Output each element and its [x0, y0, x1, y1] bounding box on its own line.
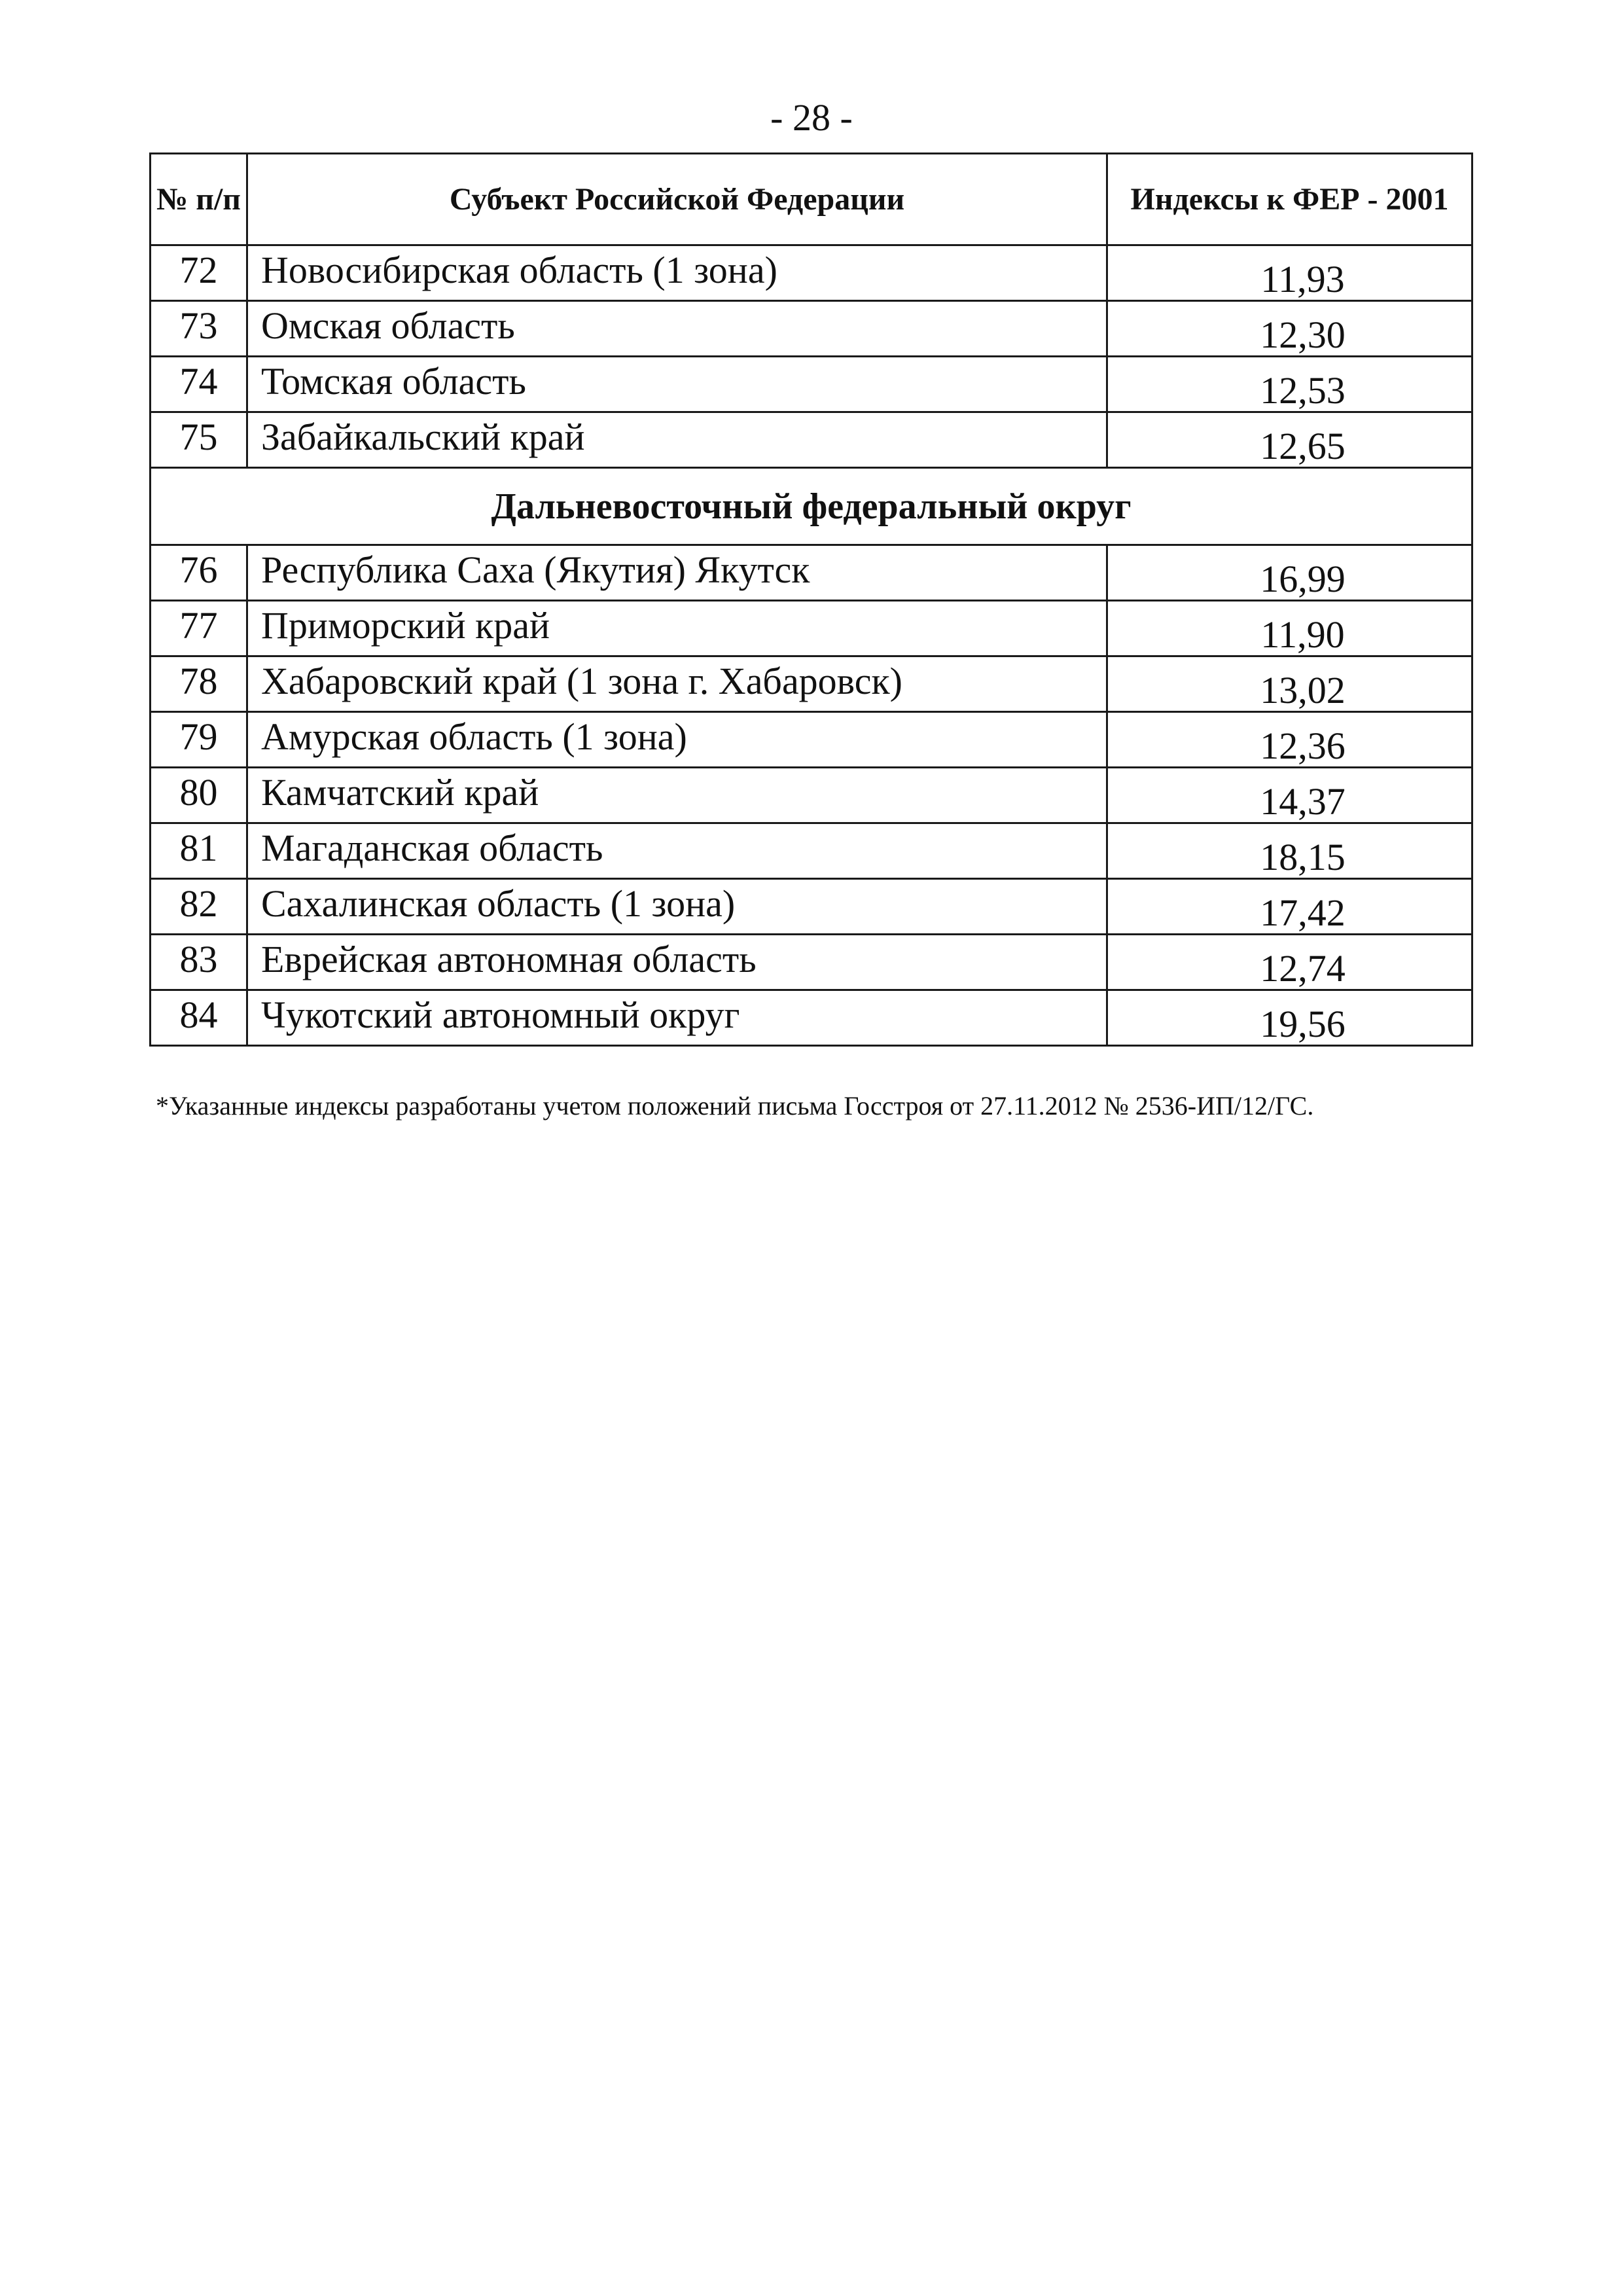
table-row [151, 879, 1472, 935]
column-header-num: № п/п [151, 154, 247, 245]
row-subject: Новосибирская область (1 зона) [247, 245, 1107, 301]
table-row [151, 601, 1472, 656]
row-index-value: 17,42 [1107, 879, 1472, 935]
row-subject: Чукотский автономный округ [247, 990, 1107, 1046]
column-header-subject: Субъект Российской Федерации [247, 154, 1107, 245]
row-index-value: 12,36 [1107, 712, 1472, 768]
row-index-value: 12,30 [1107, 301, 1472, 357]
row-index-value: 18,15 [1107, 823, 1472, 879]
table-row [151, 656, 1472, 712]
row-subject: Магаданская область [247, 823, 1107, 879]
row-subject: Забайкальский край [247, 412, 1107, 468]
page-number: - 28 - [770, 96, 853, 139]
table-row [151, 990, 1472, 1046]
row-number: 78 [151, 656, 247, 712]
row-subject: Хабаровский край (1 зона г. Хабаровск) [247, 656, 1107, 712]
table-row [151, 768, 1472, 823]
price-index-table [149, 152, 1473, 1047]
row-number: 79 [151, 712, 247, 768]
column-header-index: Индексы к ФЕР - 2001 [1107, 154, 1472, 245]
row-number: 73 [151, 301, 247, 357]
row-number: 83 [151, 935, 247, 990]
row-index-value: 19,56 [1107, 990, 1472, 1046]
table-row [151, 935, 1472, 990]
row-subject: Еврейская автономная область [247, 935, 1107, 990]
table-row [151, 301, 1472, 357]
footnote: *Указанные индексы разработаны учетом положений письма Госстроя от 27.11.2012 № 2536-ИП/12/ГС. [156, 1091, 1314, 1121]
row-number: 84 [151, 990, 247, 1046]
row-index-value: 12,74 [1107, 935, 1472, 990]
table-row [151, 245, 1472, 301]
row-number: 81 [151, 823, 247, 879]
row-index-value: 12,65 [1107, 412, 1472, 468]
row-subject: Сахалинская область (1 зона) [247, 879, 1107, 935]
table-row [151, 545, 1472, 601]
table-row [151, 412, 1472, 468]
row-number: 76 [151, 545, 247, 601]
table-row [151, 712, 1472, 768]
row-index-value: 16,99 [1107, 545, 1472, 601]
table-row [151, 823, 1472, 879]
row-index-value: 11,93 [1107, 245, 1472, 301]
row-number: 77 [151, 601, 247, 656]
row-index-value: 13,02 [1107, 656, 1472, 712]
row-index-value: 12,53 [1107, 357, 1472, 412]
row-number: 75 [151, 412, 247, 468]
row-subject: Омская область [247, 301, 1107, 357]
row-number: 74 [151, 357, 247, 412]
row-number: 72 [151, 245, 247, 301]
row-index-value: 14,37 [1107, 768, 1472, 823]
row-subject: Амурская область (1 зона) [247, 712, 1107, 768]
row-index-value: 11,90 [1107, 601, 1472, 656]
row-number: 82 [151, 879, 247, 935]
table-header-row [151, 154, 1472, 245]
table-row [151, 357, 1472, 412]
row-subject: Приморский край [247, 601, 1107, 656]
row-subject: Камчатский край [247, 768, 1107, 823]
row-subject: Томская область [247, 357, 1107, 412]
row-number: 80 [151, 768, 247, 823]
section-header-row [151, 468, 1472, 545]
section-title: Дальневосточный федеральный округ [151, 468, 1472, 545]
row-subject: Республика Саха (Якутия) Якутск [247, 545, 1107, 601]
